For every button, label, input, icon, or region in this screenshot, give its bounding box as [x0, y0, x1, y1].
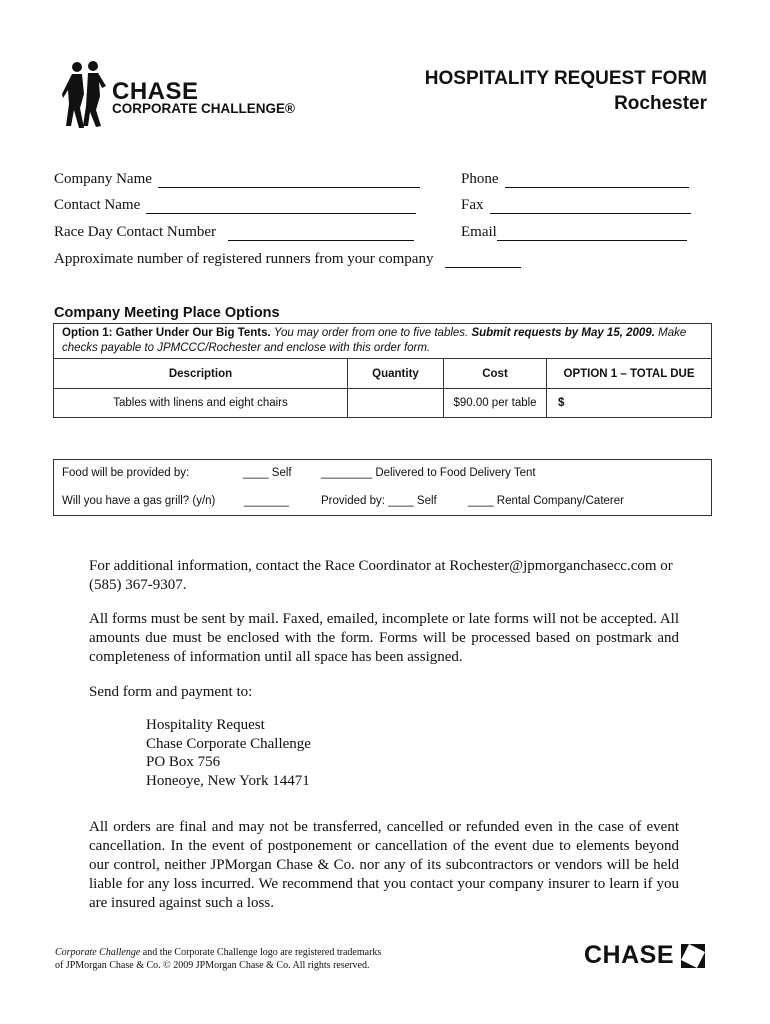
trademark-italic: Corporate Challenge	[55, 947, 141, 958]
chase-wordmark: CHASE	[584, 941, 675, 969]
trademark-rest: and the Corporate Challenge logo are registered trademarks	[140, 947, 382, 958]
fax-input-line[interactable]	[490, 200, 691, 214]
runners-count-field[interactable]	[54, 251, 521, 268]
location-title: Rochester	[614, 93, 707, 114]
race-day-contact-label: Race Day Contact Number	[54, 224, 217, 240]
address-line-2: Chase Corporate Challenge	[146, 735, 311, 752]
phone-field[interactable]	[461, 171, 689, 188]
phone-label: Phone	[461, 171, 499, 187]
contact-name-label: Contact Name	[54, 197, 141, 213]
contact-name-field[interactable]	[54, 197, 416, 214]
grill-rental-option[interactable]: ____ Rental Company/Caterer	[468, 495, 624, 507]
info-paragraph	[89, 557, 679, 595]
runners-count-label: Approximate number of registered runners from your company	[54, 251, 434, 267]
email-input-line[interactable]	[497, 227, 687, 241]
option-desc-1: You may order from one to five tables.	[273, 327, 469, 339]
option-deadline: Submit requests by May 15, 2009.	[471, 327, 655, 339]
final-note: All orders are final and may not be transferred, cancelled or refunded even in the case of event cancellation. In the event of postponement or cancellation of the event due to elements beyond our control, neither JPMorgan Chase & Co. nor any of its subcontractors or vendors will be held liable for any loss incurred. We recommend that you contact your company insurer to learn if you are insured against such a loss.	[89, 819, 679, 911]
row-quantity-input[interactable]	[348, 389, 444, 417]
row-cost: $90.00 per table	[444, 389, 547, 417]
chase-octagon-icon	[680, 943, 706, 969]
company-name-input-line[interactable]	[158, 174, 420, 188]
address-line-4: Honeoye, New York 14471	[146, 772, 310, 789]
mailing-address	[146, 716, 311, 790]
table-header-row	[54, 359, 711, 389]
chase-corporate-challenge-logo	[62, 60, 332, 132]
logo-brand: CHASE	[112, 78, 199, 105]
table-row	[54, 389, 711, 417]
header-cost: Cost	[444, 359, 547, 388]
option-table	[53, 323, 712, 418]
header-description: Description	[54, 359, 348, 388]
company-name-field[interactable]	[54, 171, 420, 188]
footer-trademark	[55, 946, 381, 972]
form-title-block	[425, 66, 707, 116]
row-description: Tables with linens and eight chairs	[54, 389, 348, 417]
info-line-1: For additional information, contact the Race Coordinator at Rochester@jpmorganchasecc.com or	[89, 558, 673, 574]
page-title: HOSPITALITY REQUEST FORM	[424, 68, 707, 89]
food-self-option[interactable]: ____ Self	[243, 467, 292, 479]
forms-note: All forms must be sent by mail. Faxed, emailed, incomplete or late forms will not be accepted. All amounts due must be enclosed with the form. Forms will be processed based on postmark and completeness of information until all space has been assigned.	[89, 611, 679, 665]
grill-answer-blank[interactable]: _______	[244, 495, 289, 507]
header-total-due: OPTION 1 – TOTAL DUE	[563, 367, 695, 380]
contact-name-input-line[interactable]	[146, 200, 416, 214]
race-day-contact-input-line[interactable]	[228, 227, 414, 241]
logo-subtitle: CORPORATE CHALLENGE®	[112, 101, 295, 116]
header-quantity: Quantity	[348, 359, 444, 388]
food-provided-label: Food will be provided by:	[62, 467, 190, 479]
fax-label: Fax	[461, 197, 484, 213]
email-label: Email	[461, 224, 497, 240]
section-heading: Company Meeting Place Options	[54, 305, 280, 321]
runners-logo-icon	[62, 60, 112, 132]
send-to-label: Send form and payment to:	[89, 684, 253, 700]
food-delivered-option[interactable]: ________ Delivered to Food Delivery Tent	[321, 467, 536, 479]
race-day-contact-field[interactable]	[54, 224, 414, 241]
food-table	[53, 459, 712, 516]
option-label: Option 1: Gather Under Our Big Tents.	[62, 327, 271, 339]
info-line-2: (585) 367-9307.	[89, 577, 187, 593]
option-intro	[54, 324, 711, 359]
option-desc-2: Make checks payable to JPMCCC/Rochester and enclose with this order form.	[62, 327, 687, 354]
address-line-3: PO Box 756	[146, 754, 221, 770]
company-name-label: Company Name	[54, 171, 152, 187]
address-line-1: Hospitality Request	[146, 717, 265, 733]
email-field[interactable]	[461, 224, 687, 241]
fax-field[interactable]	[461, 197, 691, 214]
grill-label: Will you have a gas grill? (y/n)	[62, 495, 216, 507]
grill-provided-by-self[interactable]: Provided by: ____ Self	[321, 495, 437, 507]
copyright-line: of JPMorgan Chase & Co. © 2009 JPMorgan Chase & Co. All rights reserved.	[55, 960, 370, 971]
chase-footer-logo	[584, 941, 706, 970]
row-total-input[interactable]: $	[558, 397, 565, 409]
runners-count-input-line[interactable]	[445, 254, 521, 268]
phone-input-line[interactable]	[505, 174, 689, 188]
